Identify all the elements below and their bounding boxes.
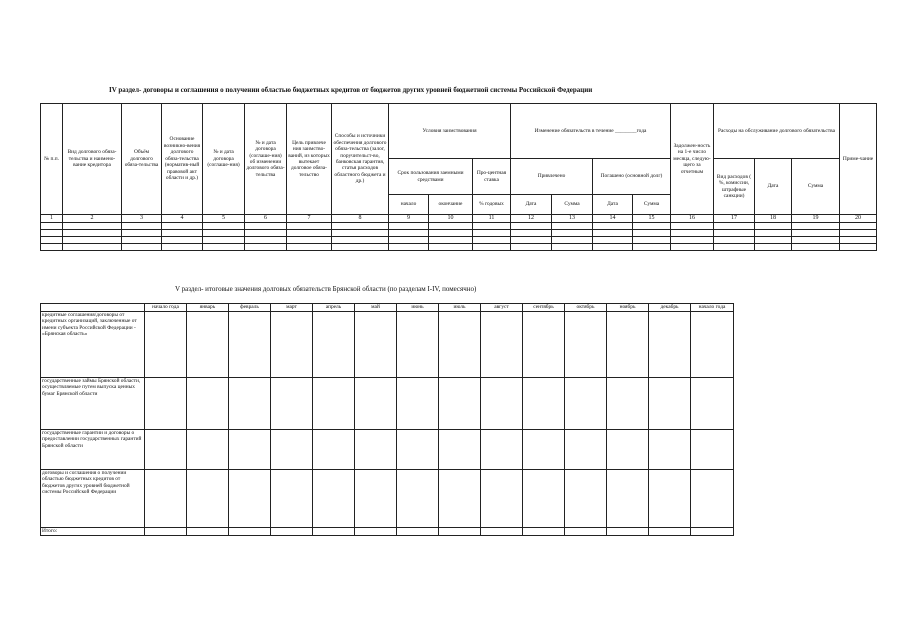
header-changes: Изменение обязательств в течение ________года bbox=[511, 104, 671, 159]
table-row bbox=[41, 470, 734, 528]
table-row-total bbox=[41, 528, 734, 536]
header-purpose: Цель привлече ния заимство-ваний, из которых вытекает долговое обяза-тельство bbox=[287, 104, 332, 215]
column-number: 10 bbox=[429, 215, 473, 223]
header-debt: Задолжен-ность на 1-е число месяца, следую-щего за отчетным bbox=[671, 104, 714, 215]
header-raised-date: Дата bbox=[511, 195, 552, 215]
header-conditions: Условия заимствования bbox=[389, 104, 511, 159]
table-row bbox=[41, 237, 877, 244]
section5-title: V раздел- итоговые значения долговых обязательств Брянской области (по разделам I-IV, помесячно) bbox=[175, 285, 477, 293]
table-row bbox=[41, 430, 734, 470]
column-number: 6 bbox=[245, 215, 287, 223]
column-number: 11 bbox=[473, 215, 511, 223]
header-start: начало bbox=[389, 195, 429, 215]
header-service-date: Дата bbox=[755, 159, 792, 215]
column-number: 12 bbox=[511, 215, 552, 223]
table-row bbox=[41, 378, 734, 430]
column-number: 5 bbox=[203, 215, 245, 223]
table-row bbox=[41, 230, 877, 237]
column-number: 16 bbox=[671, 215, 714, 223]
row-label: государственные займы Брянской области, осуществляемые путем выпуска ценных бумаг Брянской области bbox=[41, 378, 145, 430]
column-number: 4 bbox=[162, 215, 203, 223]
header-security: Способы и источники обеспечения долгового обяза-тельства (залог, поручительст-во, банковская гарантия, статья расходов областного бюджета и др.) bbox=[332, 104, 389, 215]
header-repaid: Погашено (основной долг) bbox=[593, 159, 671, 195]
header-note: Приме-чание bbox=[840, 104, 877, 215]
column-number: 13 bbox=[552, 215, 593, 223]
header-percent: % годовых bbox=[473, 195, 511, 215]
header-end: окончание bbox=[429, 195, 473, 215]
section5-table bbox=[40, 303, 734, 536]
month-header: декабрь bbox=[649, 304, 691, 312]
section4-title: IV раздел- договоры и соглашения о получении областью бюджетных кредитов от бюджетов других уровней бюджетной системы Российской Федерации bbox=[109, 86, 593, 94]
month-header: май bbox=[355, 304, 397, 312]
header-debt-type: Вид долгового обяза-тельства и наимено-вание кредитора bbox=[63, 104, 122, 215]
header-expense-type: Вид расходов ( %, комиссии, штрафные санкции) bbox=[714, 159, 755, 215]
month-header: март bbox=[271, 304, 313, 312]
row-label-total: Итого: bbox=[41, 528, 145, 536]
column-number: 14 bbox=[593, 215, 633, 223]
row-label: государственные гарантии и договоры о предоставлении государственных гарантий Брянской области bbox=[41, 430, 145, 470]
header-contract: № и дата договора (соглаше-ния) bbox=[203, 104, 245, 215]
section4-table bbox=[40, 103, 877, 251]
header-basis: Основание возникно-вения долгового обяза-тельства (норматив-ный правовой акт области и др.) bbox=[162, 104, 203, 215]
header-repaid-date: Дата bbox=[593, 195, 633, 215]
month-header: начало года bbox=[691, 304, 734, 312]
column-number: 7 bbox=[287, 215, 332, 223]
table-row bbox=[41, 223, 877, 230]
month-header: октябрь bbox=[565, 304, 607, 312]
column-number: 3 bbox=[122, 215, 162, 223]
column-number: 1 bbox=[41, 215, 63, 223]
month-header: ноябрь bbox=[607, 304, 649, 312]
header-raised-sum: Сумма bbox=[552, 195, 593, 215]
header-service-sum: Сумма bbox=[792, 159, 840, 215]
row-label: договоры и соглашения о получении областью бюджетных кредитов от бюджетов других уровней бюджетной системы Российской Федерации bbox=[41, 470, 145, 528]
month-header: январь bbox=[187, 304, 229, 312]
header-term: Срок пользования заемными средствами bbox=[389, 159, 473, 195]
month-header: июнь bbox=[397, 304, 439, 312]
column-number: 20 bbox=[840, 215, 877, 223]
table-row bbox=[41, 312, 734, 378]
header-service: Расходы на обслуживание долгового обязательства bbox=[714, 104, 840, 159]
header-repaid-sum: Сумма bbox=[633, 195, 671, 215]
header-contract-change: № и дата договора (соглаше-ния) об изменении долгового обяза-тельства bbox=[245, 104, 287, 215]
header-raised: Привлечено bbox=[511, 159, 593, 195]
header-num: № п.п. bbox=[41, 104, 63, 215]
month-header: сентябрь bbox=[523, 304, 565, 312]
month-header: февраль bbox=[229, 304, 271, 312]
column-number: 2 bbox=[63, 215, 122, 223]
column-number: 17 bbox=[714, 215, 755, 223]
column-number: 18 bbox=[755, 215, 792, 223]
month-header: начало года bbox=[145, 304, 187, 312]
month-header: апрель bbox=[313, 304, 355, 312]
column-number: 19 bbox=[792, 215, 840, 223]
month-header: август bbox=[481, 304, 523, 312]
column-number: 8 bbox=[332, 215, 389, 223]
column-number: 9 bbox=[389, 215, 429, 223]
header-volume: Объём долгового обяза-тельства bbox=[122, 104, 162, 215]
header-rate: Про-центная ставка bbox=[473, 159, 511, 195]
column-number: 15 bbox=[633, 215, 671, 223]
table-row bbox=[41, 244, 877, 251]
month-header: июль bbox=[439, 304, 481, 312]
corner-cell bbox=[41, 304, 145, 312]
row-label: кредитные соглашения/договоры от кредитных организаций, заключенные от имени субъекта Российской Федерации - «Брянская область» bbox=[41, 312, 145, 378]
